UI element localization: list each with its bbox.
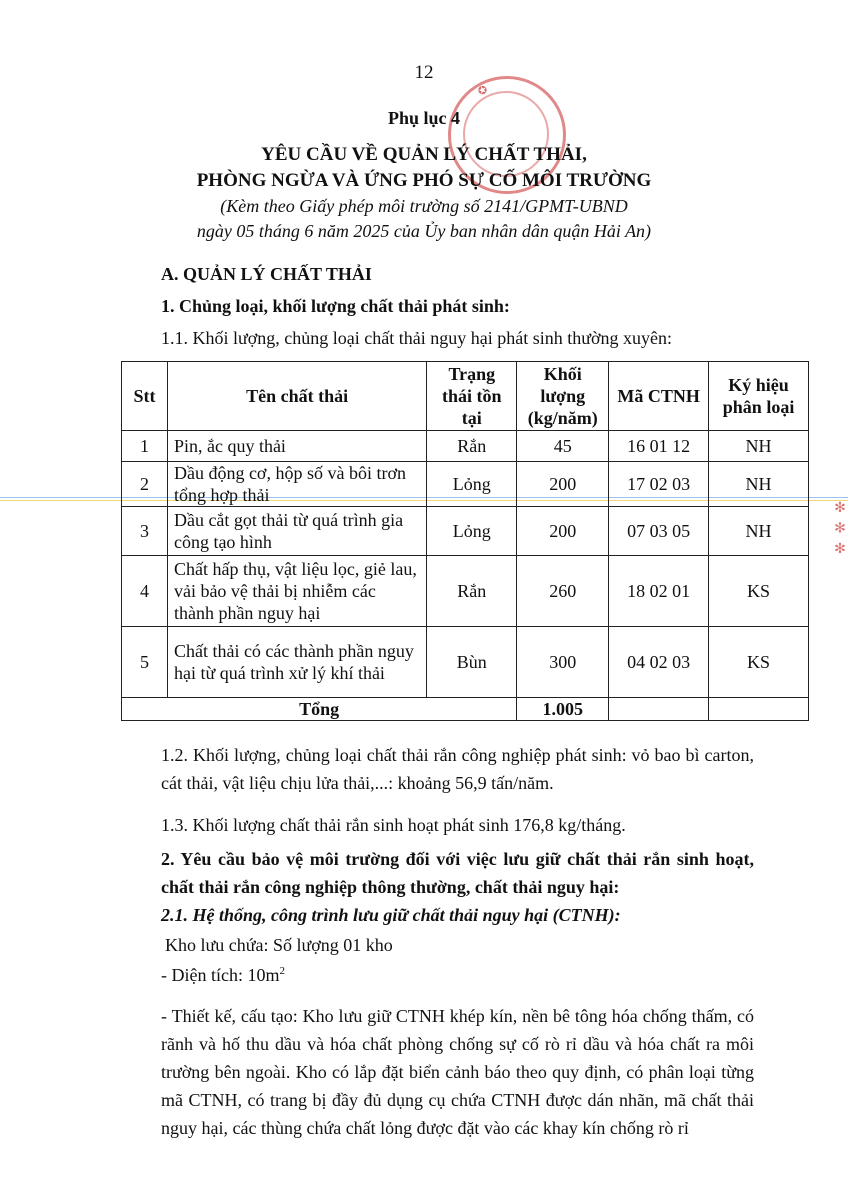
cell-name: Chất hấp thụ, vật liệu lọc, giẻ lau, vải bảo vệ thải bị nhiễm các thành phần nguy hại [167,556,426,627]
table-row [122,627,809,698]
cell-state: Rắn [427,556,517,627]
cell-state: Rắn [427,431,517,462]
cell-state: Bùn [427,627,517,698]
table-row [122,431,809,462]
cell-name: Dầu động cơ, hộp số và bôi trơn tổng hợp thải [167,462,426,507]
area-superscript: 2 [279,965,285,977]
area-text: - Diện tích: 10m [161,965,280,985]
cell-code: 18 02 01 [609,556,709,627]
appendix-title: Phụ lục 4 [387,108,461,128]
table-row [122,507,809,556]
cell-class: KS [709,556,809,627]
cell-state: Lỏng [427,507,517,556]
paragraph-1-2-text: 1.2. Khối lượng, chủng loại chất thải rắn công nghiệp phát sinh: vỏ bao bì carton, cát thải, vật liệu chịu lửa thải,...: khoảng 56,9 tấn/năm. [161,745,754,793]
cell-code: 17 02 03 [609,462,709,507]
hazardous-waste-table [121,361,809,721]
total-empty-cell [609,698,709,721]
cell-name: Dầu cắt gọt thải từ quá trình gia công tạo hình [167,507,426,556]
edge-stamp-mark: ✻ ✻ ✻ [832,500,848,557]
main-title-line-1: YÊU CẦU VỀ QUẢN LÝ CHẤT THẢI, [261,144,587,165]
section-2-heading [128,845,754,901]
cell-class: NH [709,462,809,507]
header-stt: Stt [122,362,168,431]
cell-stt: 3 [122,507,168,556]
table-row [122,556,809,627]
header-state: Trạng thái tồn tại [427,362,517,431]
cell-mass: 200 [517,507,609,556]
cell-name: Chất thải có các thành phần nguy hại từ quá trình xử lý khí thải [167,627,426,698]
cell-stt: 1 [122,431,168,462]
design-paragraph-text: - Thiết kế, cấu tạo: Kho lưu giữ CTNH khép kín, nền bê tông hóa chống thấm, có rãnh và hố thu dầu và hóa chất phòng chống sự cố rò rỉ dầu và hóa chất ra môi trường bên ngoài. Kho có lắp đặt biển cảnh báo theo quy định, có phân loại từng mã CTNH, có trang bị đầy đủ dụng cụ chứa CTNH được dán nhãn, mã chất thải nguy hại, các thùng chứa chất lỏng được đặt vào các khay kín chống rò rỉ [161,1006,754,1138]
cell-mass: 260 [517,556,609,627]
cell-class: KS [709,627,809,698]
cell-code: 04 02 03 [609,627,709,698]
design-paragraph [128,1002,754,1142]
total-empty-cell [709,698,809,721]
paragraph-1-3-text: 1.3. Khối lượng chất thải rắn sinh hoạt phát sinh 176,8 kg/tháng. [161,815,626,835]
cell-stt: 5 [122,627,168,698]
total-value: 1.005 [517,698,609,721]
cell-stt: 2 [122,462,168,507]
table-header-row [122,362,809,431]
subtitle-line-1: (Kèm theo Giấy phép môi trường số 2141/GPMT-UBND [220,196,628,216]
area-line [161,965,285,986]
main-title-line-2: PHÒNG NGỪA VÀ ỨNG PHÓ SỰ CỐ MÔI TRƯỜNG [196,170,652,191]
table-row [122,462,809,507]
header-code: Mã CTNH [609,362,709,431]
header-mass: Khối lượng (kg/năm) [517,362,609,431]
seal-text-icon: ✪ [476,82,490,99]
subtitle-line-2: ngày 05 tháng 6 năm 2025 của Ủy ban nhân dân quận Hải An) [196,221,652,241]
cell-mass: 45 [517,431,609,462]
header-name: Tên chất thải [167,362,426,431]
cell-class: NH [709,507,809,556]
section-1-heading: 1. Chủng loại, khối lượng chất thải phát sinh: [161,296,510,316]
cell-code: 16 01 12 [609,431,709,462]
section-2-text: 2. Yêu cầu bảo vệ môi trường đối với việc lưu giữ chất thải rắn sinh hoạt, chất thải rắn công nghiệp thông thường, chất thải nguy hại: [161,849,754,897]
cell-class: NH [709,431,809,462]
paragraph-1-2 [128,741,754,797]
cell-stt: 4 [122,556,168,627]
page-number: 12 [414,62,434,83]
section-2-1-heading: 2.1. Hệ thống, công trình lưu giữ chất thải nguy hại (CTNH): [161,905,621,925]
header-class: Ký hiệu phân loại [709,362,809,431]
cell-mass: 200 [517,462,609,507]
cell-mass: 300 [517,627,609,698]
cell-state: Lỏng [427,462,517,507]
table-total-row [122,698,809,721]
paragraph-1-3 [128,811,754,839]
total-label: Tổng [122,698,517,721]
section-1-1-heading: 1.1. Khối lượng, chủng loại chất thải nguy hại phát sinh thường xuyên: [161,328,672,348]
cell-name: Pin, ắc quy thải [167,431,426,462]
section-a-heading: A. QUẢN LÝ CHẤT THẢI [161,264,372,284]
cell-code: 07 03 05 [609,507,709,556]
storage-line: Kho lưu chứa: Số lượng 01 kho [165,935,393,955]
